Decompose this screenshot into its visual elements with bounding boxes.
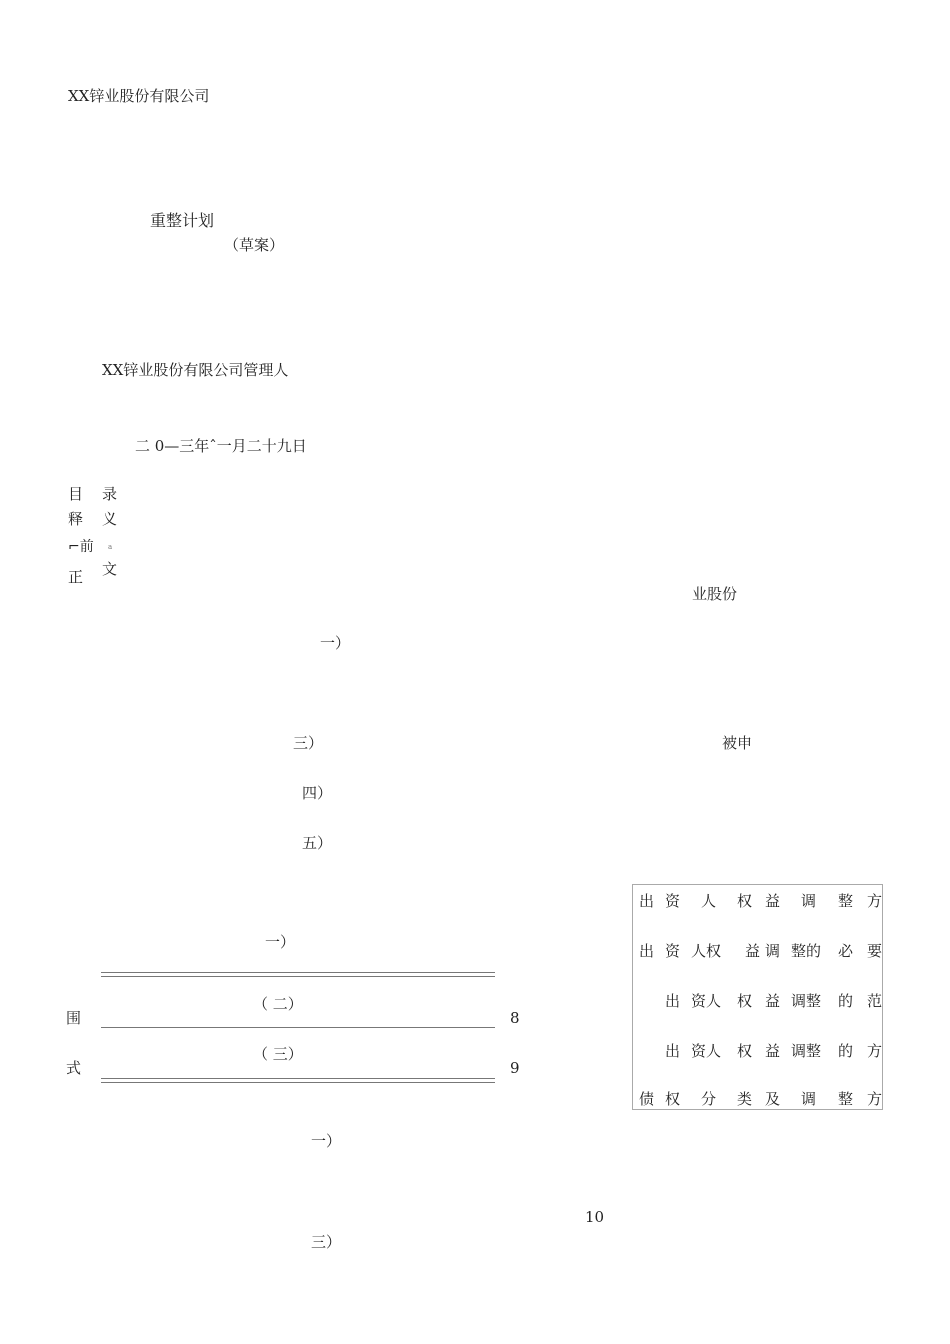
rt-r5-c1: 债 [639,1090,655,1108]
rt-r4-c1: 出 [665,1042,681,1060]
rt-r3-c4: 益 [765,992,781,1010]
rt-r2-c5: 调 [765,942,781,960]
rt-r2-c3: 人权 [691,942,722,960]
table-line [101,1027,495,1028]
table-line [101,1078,495,1079]
table-line [101,1082,495,1083]
rt-r3-c2: 资人 [691,992,722,1010]
fragment-shi: 式 [66,1059,82,1077]
left-table-row-3: （ 三） [253,1045,303,1063]
fragment-yegufen: 业股份 [692,585,738,603]
rt-r5-c4: 类 [737,1090,753,1108]
rt-r2-c1: 出 [639,942,655,960]
left-table [101,972,495,1083]
toc-lu: 录 [102,485,118,503]
rt-r3-c6: 的 [838,992,854,1010]
toc-mu: 目 [68,485,84,503]
fragment-si: 四） [302,784,333,802]
rt-r4-c5: 调整 [791,1042,822,1060]
rt-r3-c7: 范 [867,992,883,1010]
fragment-yi-1: 一） [320,634,351,652]
rt-r5-c8: 方 [867,1090,883,1108]
rt-r1-c7: 整 [838,892,854,910]
toc-qian: ⌐前 [68,539,94,555]
rt-r2-c2: 资 [665,942,681,960]
fragment-wei: 围 [66,1009,82,1027]
rt-r2-c8: 要 [867,942,883,960]
document-date: 二 0—三年ˆ一月二十九日 [135,437,307,455]
toc-wen: 文 [102,560,118,578]
rt-r5-c7: 整 [838,1090,854,1108]
toc-zheng: 正 [68,568,84,586]
rt-r3-c3: 权 [737,992,753,1010]
fragment-san-2: 三） [311,1233,342,1251]
left-table-row-2: （ 二） [253,995,303,1013]
page-number-8: 8 [510,1009,520,1027]
rt-r2-c4: 益 [745,942,761,960]
rt-r3-c5: 调整 [791,992,822,1010]
toc-a: a [108,543,113,551]
rt-r1-c5: 益 [765,892,781,910]
document-title: 重整计划 [150,211,215,230]
rt-r1-c6: 调 [801,892,817,910]
rt-r3-c1: 出 [665,992,681,1010]
manager-name: XX锌业股份有限公司管理人 [102,361,289,379]
rt-r1-c4: 权 [737,892,753,910]
toc-yi: 义 [102,510,118,528]
rt-r5-c5: 及 [765,1090,781,1108]
rt-r5-c6: 调 [801,1090,817,1108]
document-subtitle: （草案） [224,236,285,254]
rt-r5-c2: 权 [665,1090,681,1108]
rt-r2-c6: 整的 [791,942,822,960]
rt-r4-c7: 方 [867,1042,883,1060]
fragment-wu: 五） [302,834,333,852]
rt-r4-c3: 权 [737,1042,753,1060]
toc-shi: 释 [68,510,84,528]
rt-r1-c3: 人 [701,892,717,910]
fragment-beishen: 被申 [722,734,753,752]
fragment-yi-3: 一） [311,1132,342,1150]
table-line [101,972,495,973]
rt-r4-c6: 的 [838,1042,854,1060]
rt-r4-c2: 资人 [691,1042,722,1060]
fragment-san-1: 三） [293,734,324,752]
rt-r1-c8: 方 [867,892,883,910]
rt-r1-c2: 资 [665,892,681,910]
rt-r5-c3: 分 [701,1090,717,1108]
right-table [632,884,883,1110]
rt-r2-c7: 必 [838,942,854,960]
rt-r4-c4: 益 [765,1042,781,1060]
company-name: XX锌业股份有限公司 [68,87,210,105]
fragment-yi-2: 一） [265,933,296,951]
rt-r1-c1: 出 [639,892,655,910]
page-number-9: 9 [510,1059,520,1077]
table-line [101,976,495,977]
page-number-10: 10 [585,1208,605,1226]
